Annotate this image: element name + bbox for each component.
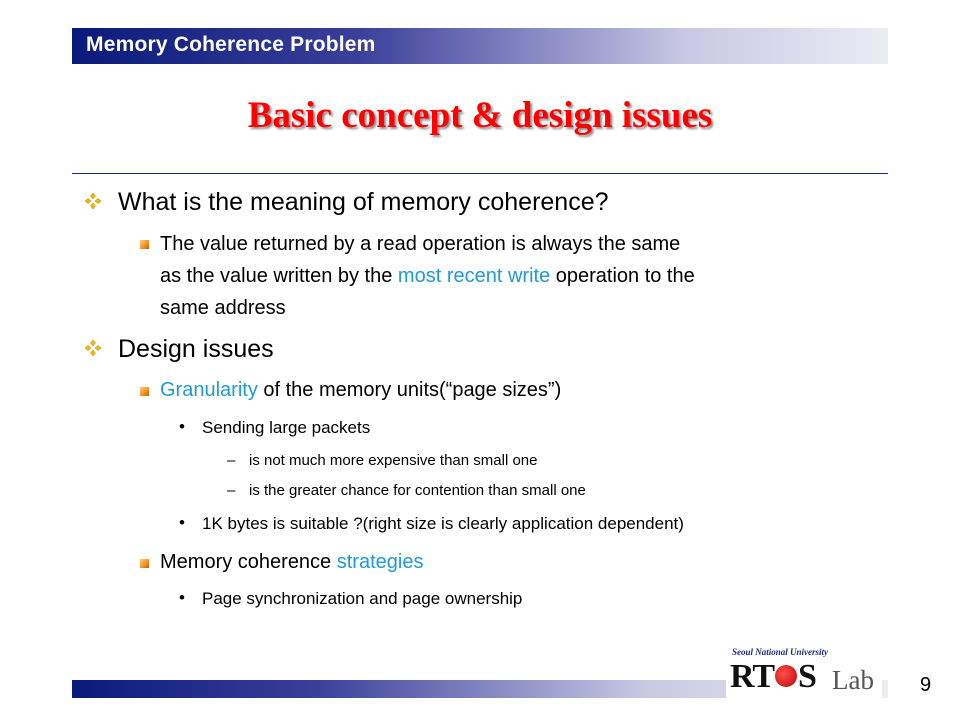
bullet-definition-line2 bbox=[160, 262, 695, 290]
page-number: 9 bbox=[920, 674, 932, 696]
bullet-granularity bbox=[160, 376, 561, 404]
logo-university-text: Seoul National University bbox=[732, 647, 829, 657]
dot-bullet-icon: • bbox=[179, 588, 185, 607]
text-segment: of the memory units(“page sizes”) bbox=[257, 379, 562, 401]
text-segment: Memory coherence bbox=[160, 551, 337, 573]
header-bar bbox=[72, 28, 888, 64]
text-segment: as the value written by the bbox=[160, 265, 398, 287]
bullet-strategies bbox=[160, 548, 423, 576]
square-bullet-icon bbox=[140, 559, 149, 568]
dash-bullet-icon: – bbox=[227, 482, 236, 499]
dot-bullet-icon: • bbox=[179, 417, 185, 436]
bullet-not-expensive: is not much more expensive than small one bbox=[249, 452, 538, 469]
bullet-memory-coherence: What is the meaning of memory coherence? bbox=[118, 188, 609, 216]
logo-text-left: RT bbox=[730, 658, 775, 695]
diamond-bullet-icon bbox=[84, 192, 102, 210]
diamond-bullet-icon bbox=[84, 339, 102, 357]
square-bullet-icon bbox=[140, 240, 149, 249]
bullet-definition-line1: The value returned by a read operation is always the same bbox=[160, 233, 681, 255]
slide-title: Basic concept & design issues bbox=[247, 95, 713, 136]
logo-wordmark bbox=[730, 658, 816, 696]
section-title: Memory Coherence Problem bbox=[86, 33, 376, 56]
square-bullet-icon bbox=[140, 387, 149, 396]
logo-o-circle-icon bbox=[775, 665, 797, 687]
highlight-granularity: Granularity bbox=[160, 379, 258, 401]
text-segment: operation to the bbox=[550, 265, 695, 287]
highlight-most-recent-write: most recent write bbox=[397, 265, 551, 287]
rtos-lab-logo bbox=[726, 645, 882, 701]
bullet-1k-bytes: 1K bytes is suitable ?(right size is clearly application dependent) bbox=[202, 514, 684, 533]
bullet-large-packets: Sending large packets bbox=[202, 418, 371, 437]
bullet-definition-line3: same address bbox=[160, 297, 286, 319]
logo-lab-text: Lab bbox=[832, 665, 874, 695]
bullet-contention: is the greater chance for contention than small one bbox=[249, 482, 586, 499]
title-divider bbox=[72, 173, 888, 174]
highlight-strategies: strategies bbox=[336, 551, 424, 573]
bullet-page-sync: Page synchronization and page ownership bbox=[202, 589, 523, 608]
logo-text-right: S bbox=[798, 658, 816, 695]
dot-bullet-icon: • bbox=[179, 513, 185, 532]
dash-bullet-icon: – bbox=[227, 452, 236, 469]
bullet-design-issues: Design issues bbox=[118, 335, 274, 363]
